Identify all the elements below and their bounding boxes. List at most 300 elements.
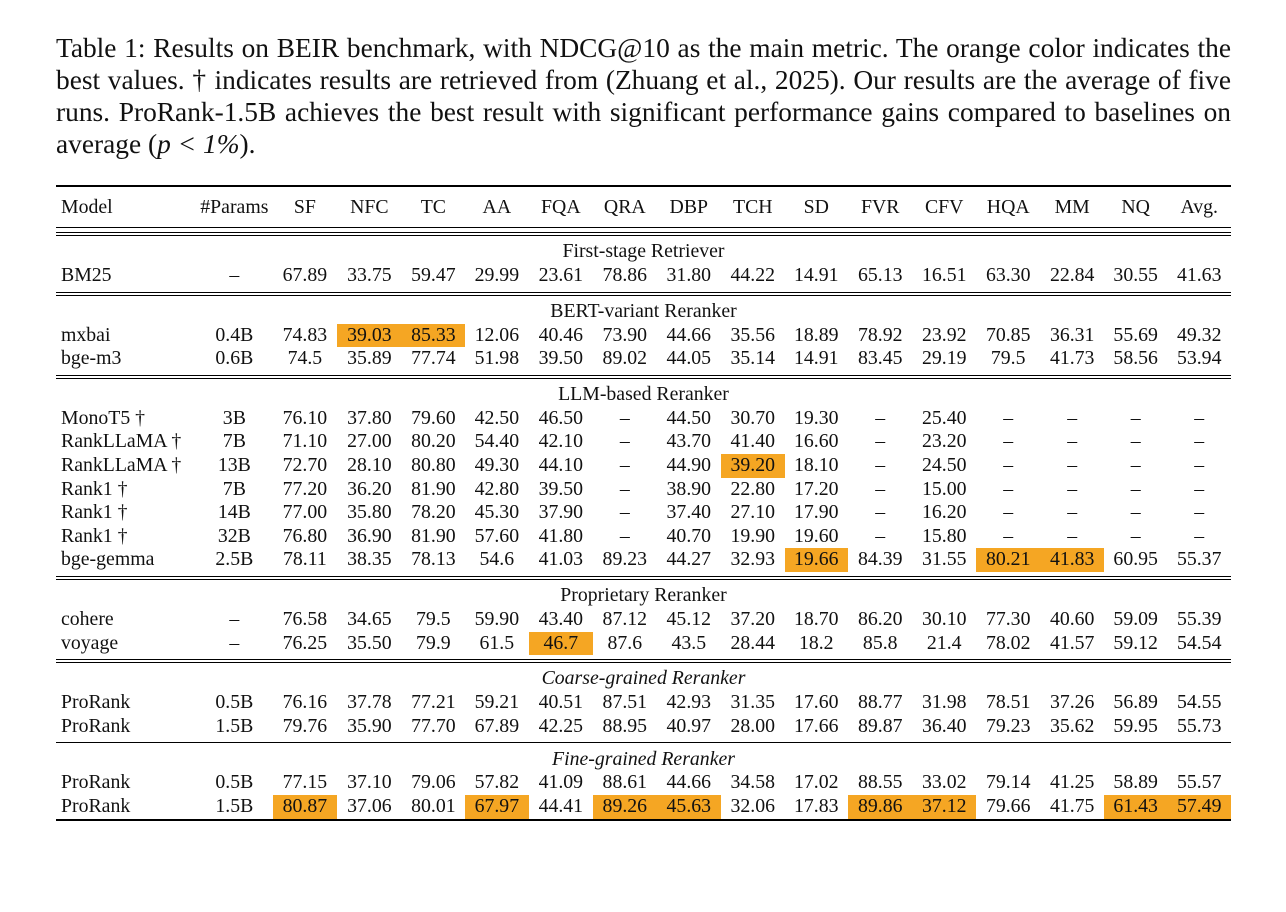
value-cell: – bbox=[1067, 477, 1078, 500]
model-cell: bge-gemma bbox=[61, 548, 155, 571]
table-row bbox=[56, 324, 1231, 348]
params-cell: 0.5B bbox=[215, 771, 254, 794]
value-cell: 16.60 bbox=[794, 430, 839, 453]
value-cell: 59.47 bbox=[411, 264, 456, 286]
value-cell: – bbox=[875, 477, 886, 500]
table-row bbox=[56, 264, 1231, 288]
best-value-cell: 67.97 bbox=[465, 795, 528, 820]
value-cell: – bbox=[1067, 406, 1078, 429]
best-value-cell: 19.66 bbox=[785, 548, 848, 572]
value-cell: 78.92 bbox=[857, 323, 903, 346]
value-cell: 23.20 bbox=[921, 430, 967, 453]
value-cell: 41.73 bbox=[1049, 347, 1095, 370]
value-cell: 37.26 bbox=[1049, 691, 1095, 714]
value-cell: 27.10 bbox=[730, 501, 776, 524]
value-cell: 42.10 bbox=[538, 430, 584, 453]
value-cell: 42.25 bbox=[538, 714, 584, 737]
caption-end: ). bbox=[239, 129, 256, 159]
value-cell: 87.6 bbox=[607, 631, 643, 654]
best-value-cell: 45.63 bbox=[657, 795, 721, 820]
value-cell: – bbox=[619, 453, 630, 476]
value-cell: 54.6 bbox=[479, 548, 515, 571]
header-tch: TCH bbox=[732, 196, 773, 218]
params-cell: – bbox=[229, 631, 240, 654]
value-cell: 41.03 bbox=[538, 548, 584, 571]
value-cell: 19.30 bbox=[794, 406, 839, 429]
value-cell: 79.60 bbox=[411, 406, 456, 429]
value-cell: – bbox=[875, 406, 886, 429]
value-cell: 35.80 bbox=[347, 501, 392, 524]
value-cell: – bbox=[1003, 406, 1014, 429]
value-cell: 89.87 bbox=[857, 714, 903, 737]
params-cell: – bbox=[229, 607, 240, 630]
value-cell: 39.50 bbox=[538, 347, 584, 370]
value-cell: 56.89 bbox=[1113, 691, 1158, 714]
value-cell: 24.50 bbox=[921, 453, 967, 476]
value-cell: 28.00 bbox=[730, 714, 776, 737]
value-cell: – bbox=[619, 406, 630, 429]
section-header-row bbox=[56, 234, 1231, 264]
value-cell: 44.27 bbox=[666, 548, 712, 571]
value-cell: 41.09 bbox=[538, 771, 584, 794]
value-cell: 79.06 bbox=[411, 771, 456, 794]
params-cell: 2.5B bbox=[215, 548, 254, 571]
value-cell: 40.51 bbox=[538, 691, 584, 714]
value-cell: 79.5 bbox=[990, 347, 1026, 370]
header-hqa: HQA bbox=[986, 196, 1030, 218]
value-cell: – bbox=[1003, 524, 1014, 547]
value-cell: 31.55 bbox=[921, 548, 967, 571]
value-cell: 44.05 bbox=[666, 347, 712, 370]
value-cell: 76.16 bbox=[282, 691, 328, 714]
header-qra: QRA bbox=[603, 196, 646, 218]
section-header-row bbox=[56, 294, 1231, 324]
value-cell: – bbox=[1130, 406, 1141, 429]
value-cell: 77.15 bbox=[282, 771, 328, 794]
value-cell: 44.10 bbox=[538, 453, 584, 476]
header-fvr: FVR bbox=[861, 196, 900, 218]
value-cell: – bbox=[1130, 430, 1141, 453]
value-cell: 39.50 bbox=[538, 477, 584, 500]
table-row bbox=[56, 795, 1231, 820]
value-cell: – bbox=[1194, 477, 1205, 500]
value-cell: 14.91 bbox=[794, 347, 839, 370]
table-caption bbox=[56, 32, 1231, 160]
model-cell: voyage bbox=[61, 631, 119, 654]
best-value-cell: 37.12 bbox=[912, 795, 975, 820]
value-cell: 45.12 bbox=[666, 607, 712, 630]
value-cell: 15.80 bbox=[921, 524, 967, 547]
value-cell: 74.83 bbox=[282, 323, 328, 346]
value-cell: 18.10 bbox=[794, 453, 839, 476]
header-model: Model bbox=[61, 196, 113, 218]
table-row bbox=[56, 771, 1231, 795]
value-cell: 29.99 bbox=[474, 264, 520, 286]
value-cell: 21.4 bbox=[926, 631, 962, 654]
value-cell: 38.35 bbox=[347, 548, 392, 571]
value-cell: – bbox=[1130, 453, 1141, 476]
value-cell: 32.93 bbox=[730, 548, 776, 571]
value-cell: 78.02 bbox=[985, 631, 1031, 654]
section-title: Fine-grained Reranker bbox=[56, 743, 1231, 772]
value-cell: 74.5 bbox=[287, 347, 323, 370]
table-row bbox=[56, 691, 1231, 715]
best-value-cell: 61.43 bbox=[1104, 795, 1167, 820]
header-nq: NQ bbox=[1121, 196, 1150, 218]
model-cell: mxbai bbox=[61, 323, 111, 346]
value-cell: – bbox=[1003, 430, 1014, 453]
value-cell: – bbox=[1130, 501, 1141, 524]
value-cell: 57.60 bbox=[474, 524, 520, 547]
value-cell: 16.51 bbox=[921, 264, 967, 286]
table-row bbox=[56, 407, 1231, 431]
value-cell: – bbox=[875, 430, 886, 453]
value-cell: 58.89 bbox=[1113, 771, 1158, 794]
value-cell: 80.01 bbox=[402, 795, 465, 820]
value-cell: 18.2 bbox=[798, 631, 834, 654]
value-cell: 88.61 bbox=[602, 771, 648, 794]
value-cell: 35.56 bbox=[730, 323, 776, 346]
params-cell: 13B bbox=[217, 453, 251, 476]
value-cell: 78.13 bbox=[411, 548, 456, 571]
header-tc: TC bbox=[420, 196, 446, 218]
value-cell: 86.20 bbox=[857, 607, 903, 630]
value-cell: – bbox=[1067, 453, 1078, 476]
value-cell: 61.5 bbox=[479, 631, 515, 654]
params-cell: 32B bbox=[217, 524, 251, 547]
header-sf: SF bbox=[293, 196, 316, 218]
value-cell: 30.55 bbox=[1113, 264, 1158, 286]
value-cell: 55.73 bbox=[1176, 714, 1222, 737]
value-cell: 15.00 bbox=[921, 477, 967, 500]
value-cell: 17.60 bbox=[794, 691, 839, 714]
value-cell: 65.13 bbox=[857, 264, 903, 286]
value-cell: 22.84 bbox=[1049, 264, 1095, 286]
value-cell: 41.40 bbox=[730, 430, 776, 453]
value-cell: 40.46 bbox=[538, 323, 584, 346]
value-cell: 54.55 bbox=[1176, 691, 1222, 714]
value-cell: 73.90 bbox=[602, 323, 648, 346]
value-cell: – bbox=[875, 453, 886, 476]
table-row bbox=[56, 548, 1231, 572]
value-cell: – bbox=[875, 524, 886, 547]
params-cell: 1.5B bbox=[196, 795, 273, 820]
value-cell: 88.77 bbox=[857, 691, 903, 714]
params-cell: 0.4B bbox=[215, 323, 254, 346]
value-cell: 30.70 bbox=[730, 406, 776, 429]
value-cell: 77.21 bbox=[411, 691, 456, 714]
value-cell: 22.80 bbox=[730, 477, 776, 500]
section-header-row bbox=[56, 578, 1231, 608]
value-cell: 78.20 bbox=[411, 501, 456, 524]
table-row bbox=[56, 478, 1231, 502]
value-cell: 43.70 bbox=[666, 430, 712, 453]
params-cell: 1.5B bbox=[215, 714, 254, 737]
value-cell: 31.98 bbox=[921, 691, 967, 714]
value-cell: 36.40 bbox=[921, 714, 967, 737]
value-cell: 12.06 bbox=[474, 323, 520, 346]
value-cell: 59.90 bbox=[474, 607, 520, 630]
table-row bbox=[56, 608, 1231, 632]
model-cell: BM25 bbox=[61, 264, 112, 286]
value-cell: 77.70 bbox=[411, 714, 456, 737]
value-cell: – bbox=[1194, 453, 1205, 476]
value-cell: – bbox=[1194, 406, 1205, 429]
value-cell: 17.66 bbox=[794, 714, 839, 737]
value-cell: 77.30 bbox=[985, 607, 1031, 630]
value-cell: – bbox=[1003, 501, 1014, 524]
model-cell: ProRank bbox=[56, 795, 196, 820]
value-cell: 89.23 bbox=[602, 548, 648, 571]
best-value-cell: 39.03 bbox=[337, 324, 401, 348]
table-row bbox=[56, 501, 1231, 525]
table-body bbox=[56, 234, 1231, 820]
value-cell: 36.90 bbox=[347, 524, 392, 547]
header-aa: AA bbox=[482, 196, 512, 218]
table-row bbox=[56, 430, 1231, 454]
params-cell: 3B bbox=[222, 406, 246, 429]
value-cell: 44.50 bbox=[666, 406, 712, 429]
section-title: BERT-variant Reranker bbox=[56, 294, 1231, 324]
table-row bbox=[56, 632, 1231, 656]
value-cell: 76.80 bbox=[282, 524, 328, 547]
value-cell: 78.11 bbox=[282, 548, 327, 571]
model-cell: Rank1 † bbox=[61, 524, 128, 547]
value-cell: 78.86 bbox=[602, 264, 648, 286]
value-cell: 30.10 bbox=[921, 607, 967, 630]
value-cell: 55.37 bbox=[1176, 548, 1222, 571]
value-cell: 37.20 bbox=[730, 607, 776, 630]
params-cell: 0.6B bbox=[215, 347, 254, 370]
value-cell: 40.97 bbox=[666, 714, 712, 737]
header-cfv: CFV bbox=[924, 196, 964, 218]
value-cell: 78.51 bbox=[985, 691, 1031, 714]
value-cell: 79.23 bbox=[985, 714, 1031, 737]
value-cell: 57.82 bbox=[474, 771, 520, 794]
value-cell: 88.95 bbox=[602, 714, 648, 737]
value-cell: 44.90 bbox=[666, 453, 712, 476]
value-cell: 87.51 bbox=[602, 691, 648, 714]
value-cell: 37.80 bbox=[347, 406, 392, 429]
value-cell: – bbox=[619, 501, 630, 524]
value-cell: 28.10 bbox=[347, 453, 392, 476]
value-cell: 41.25 bbox=[1049, 771, 1095, 794]
value-cell: 36.31 bbox=[1049, 323, 1095, 346]
value-cell: 18.89 bbox=[794, 323, 839, 346]
value-cell: – bbox=[619, 430, 630, 453]
model-cell: ProRank bbox=[61, 714, 131, 737]
value-cell: 17.90 bbox=[794, 501, 839, 524]
value-cell: – bbox=[1067, 430, 1078, 453]
value-cell: – bbox=[619, 477, 630, 500]
best-value-cell: 85.33 bbox=[402, 324, 465, 348]
value-cell: 40.60 bbox=[1049, 607, 1095, 630]
value-cell: 19.60 bbox=[794, 524, 839, 547]
value-cell: 37.90 bbox=[538, 501, 584, 524]
caption-math: p < 1% bbox=[157, 129, 240, 159]
value-cell: 35.89 bbox=[347, 347, 392, 370]
header-params: #Params bbox=[200, 196, 269, 218]
value-cell: 38.90 bbox=[666, 477, 712, 500]
value-cell: 34.58 bbox=[730, 771, 776, 794]
value-cell: 36.20 bbox=[347, 477, 392, 500]
model-cell: cohere bbox=[61, 607, 114, 630]
value-cell: 67.89 bbox=[474, 714, 520, 737]
value-cell: 63.30 bbox=[985, 264, 1031, 286]
value-cell: 59.09 bbox=[1113, 607, 1158, 630]
value-cell: 59.95 bbox=[1113, 714, 1158, 737]
value-cell: 42.80 bbox=[474, 477, 520, 500]
value-cell: 51.98 bbox=[474, 347, 520, 370]
value-cell: 25.40 bbox=[921, 406, 967, 429]
value-cell: 18.70 bbox=[794, 607, 839, 630]
best-value-cell: 41.83 bbox=[1040, 548, 1103, 572]
value-cell: 35.62 bbox=[1049, 714, 1095, 737]
model-cell: Rank1 † bbox=[61, 477, 128, 500]
params-cell: 7B bbox=[222, 430, 246, 453]
value-cell: 34.65 bbox=[347, 607, 392, 630]
header-mm: MM bbox=[1054, 196, 1090, 218]
caption-text: Table 1: Results on BEIR benchmark, with NDCG@10 as the main metric. The orange color indicates the best values. † indicates results are retrieved from (Zhuang et al., 2025). Our results are the average of five runs. ProRank-1.5B achieves the best result with significant performance gains compared to baselines on average ( bbox=[56, 33, 1231, 159]
value-cell: 81.90 bbox=[411, 524, 456, 547]
value-cell: 37.06 bbox=[337, 795, 401, 820]
value-cell: 23.61 bbox=[538, 264, 584, 286]
value-cell: 31.35 bbox=[730, 691, 776, 714]
value-cell: 55.39 bbox=[1176, 607, 1222, 630]
value-cell: 43.40 bbox=[538, 607, 584, 630]
value-cell: – bbox=[1194, 430, 1205, 453]
params-cell: – bbox=[229, 264, 240, 286]
section-title: LLM-based Reranker bbox=[56, 377, 1231, 407]
value-cell: 41.80 bbox=[538, 524, 584, 547]
section-title: Proprietary Reranker bbox=[56, 578, 1231, 608]
value-cell: 77.00 bbox=[282, 501, 328, 524]
value-cell: 88.55 bbox=[857, 771, 903, 794]
best-value-cell: 46.7 bbox=[529, 632, 593, 656]
value-cell: 70.85 bbox=[985, 323, 1031, 346]
model-cell: Rank1 † bbox=[61, 501, 128, 524]
value-cell: – bbox=[1194, 501, 1205, 524]
value-cell: 59.21 bbox=[474, 691, 520, 714]
value-cell: 76.58 bbox=[282, 607, 328, 630]
value-cell: 83.45 bbox=[857, 347, 903, 370]
value-cell: 17.83 bbox=[785, 795, 848, 820]
header-avg: Avg. bbox=[1180, 196, 1218, 218]
value-cell: 49.30 bbox=[474, 453, 520, 476]
value-cell: 41.57 bbox=[1049, 631, 1095, 654]
value-cell: 31.80 bbox=[666, 264, 712, 286]
value-cell: 46.50 bbox=[538, 406, 584, 429]
value-cell: 29.19 bbox=[921, 347, 967, 370]
best-value-cell: 80.87 bbox=[273, 795, 337, 820]
value-cell: 55.69 bbox=[1113, 323, 1158, 346]
value-cell: 59.12 bbox=[1113, 631, 1158, 654]
value-cell: 35.90 bbox=[347, 714, 392, 737]
value-cell: 42.50 bbox=[474, 406, 520, 429]
section-title: Coarse-grained Reranker bbox=[56, 661, 1231, 691]
header-fqa: FQA bbox=[541, 196, 581, 218]
value-cell: 41.75 bbox=[1040, 795, 1103, 820]
value-cell: 43.5 bbox=[671, 631, 707, 654]
value-cell: – bbox=[1130, 477, 1141, 500]
value-cell: 44.66 bbox=[666, 771, 712, 794]
value-cell: 33.75 bbox=[347, 264, 392, 286]
table-row bbox=[56, 525, 1231, 549]
value-cell: 44.66 bbox=[666, 323, 712, 346]
model-cell: RankLLaMA † bbox=[61, 430, 182, 453]
value-cell: 19.90 bbox=[730, 524, 776, 547]
value-cell: 37.40 bbox=[666, 501, 712, 524]
header-row bbox=[56, 186, 1231, 228]
value-cell: 72.70 bbox=[282, 453, 328, 476]
table-row bbox=[56, 347, 1231, 371]
value-cell: 44.41 bbox=[529, 795, 593, 820]
params-cell: 0.5B bbox=[215, 691, 254, 714]
value-cell: 89.02 bbox=[602, 347, 648, 370]
results-table bbox=[56, 185, 1231, 821]
value-cell: 87.12 bbox=[602, 607, 648, 630]
value-cell: 79.76 bbox=[282, 714, 328, 737]
best-value-cell: 89.26 bbox=[593, 795, 656, 820]
value-cell: 33.02 bbox=[921, 771, 967, 794]
value-cell: 81.90 bbox=[411, 477, 456, 500]
value-cell: 14.91 bbox=[794, 264, 839, 286]
params-cell: 14B bbox=[217, 501, 251, 524]
section-header-row bbox=[56, 743, 1231, 772]
best-value-cell: 89.86 bbox=[848, 795, 912, 820]
value-cell: 40.70 bbox=[666, 524, 712, 547]
header-dbp: DBP bbox=[669, 196, 709, 218]
value-cell: 28.44 bbox=[730, 631, 776, 654]
value-cell: 67.89 bbox=[282, 264, 328, 286]
value-cell: 54.54 bbox=[1176, 631, 1222, 654]
best-value-cell: 39.20 bbox=[721, 454, 784, 478]
value-cell: 53.94 bbox=[1176, 347, 1222, 370]
header-nfc: NFC bbox=[350, 196, 389, 218]
value-cell: 80.20 bbox=[411, 430, 456, 453]
value-cell: 77.20 bbox=[282, 477, 328, 500]
value-cell: 60.95 bbox=[1113, 548, 1158, 571]
value-cell: 23.92 bbox=[921, 323, 967, 346]
value-cell: 37.78 bbox=[347, 691, 392, 714]
value-cell: – bbox=[1130, 524, 1141, 547]
value-cell: 58.56 bbox=[1113, 347, 1158, 370]
value-cell: – bbox=[1003, 453, 1014, 476]
value-cell: 27.00 bbox=[347, 430, 392, 453]
model-cell: ProRank bbox=[61, 771, 131, 794]
value-cell: – bbox=[1067, 501, 1078, 524]
value-cell: 44.22 bbox=[730, 264, 776, 286]
best-value-cell: 57.49 bbox=[1167, 795, 1231, 820]
table-row bbox=[56, 454, 1231, 478]
value-cell: – bbox=[1194, 524, 1205, 547]
best-value-cell: 80.21 bbox=[976, 548, 1040, 572]
model-cell: RankLLaMA † bbox=[61, 453, 182, 476]
value-cell: 79.14 bbox=[985, 771, 1031, 794]
value-cell: 37.10 bbox=[347, 771, 392, 794]
value-cell: – bbox=[875, 501, 886, 524]
value-cell: 42.93 bbox=[666, 691, 712, 714]
value-cell: – bbox=[1067, 524, 1078, 547]
value-cell: – bbox=[1003, 477, 1014, 500]
value-cell: 79.9 bbox=[416, 631, 451, 654]
section-header-row bbox=[56, 377, 1231, 407]
value-cell: 79.66 bbox=[976, 795, 1040, 820]
section-title: First-stage Retriever bbox=[56, 234, 1231, 264]
params-cell: 7B bbox=[222, 477, 246, 500]
value-cell: 77.74 bbox=[411, 347, 456, 370]
value-cell: 45.30 bbox=[474, 501, 520, 524]
